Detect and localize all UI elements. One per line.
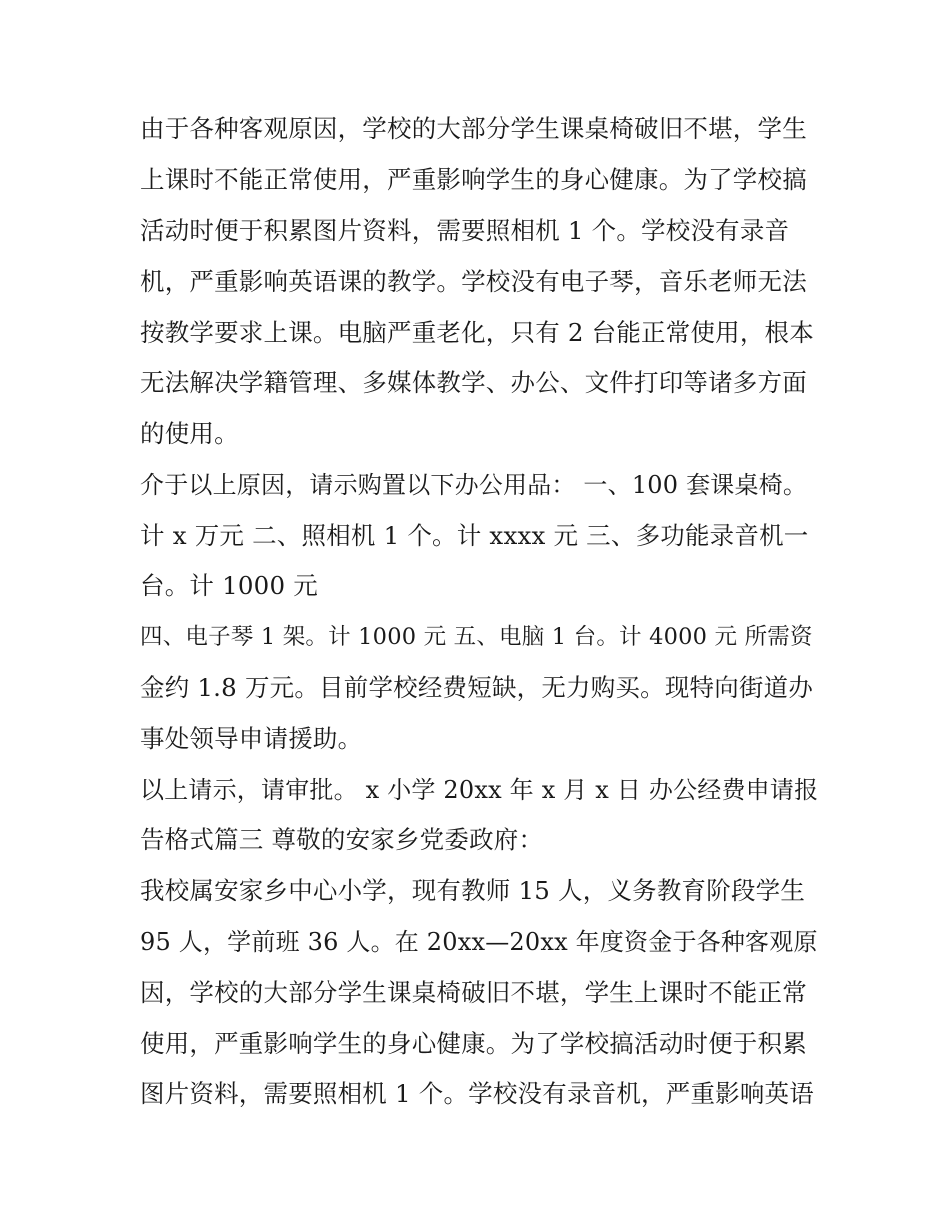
text-line: 由于各种客观原因，学校的大部分学生课桌椅破旧不堪，学生 bbox=[140, 114, 807, 143]
text-line: 因，学校的大部分学生课桌椅破旧不堪，学生上课时不能正常 bbox=[140, 978, 807, 1007]
text-line: 图片资料，需要照相机 1 个。学校没有录音机，严重影响英语 bbox=[140, 1079, 814, 1108]
text-line: 按教学要求上课。电脑严重老化，只有 2 台能正常使用，根本 bbox=[140, 318, 814, 347]
text-line: 介于以上原因，请示购置以下办公用品： 一、100 套课桌椅。 bbox=[140, 471, 808, 499]
text-line: 计 x 万元 二、照相机 1 个。计 xxxx 元 三、多功能录音机一 bbox=[140, 521, 809, 550]
text-line: 我校属安家乡中心小学，现有教师 15 人，义务教育阶段学生 bbox=[140, 876, 806, 905]
text-line: 以上请示，请审批。 x 小学 20xx 年 x 月 x 日 办公经费申请报 bbox=[140, 776, 819, 804]
text-line: 四、电子琴 1 架。计 1000 元 五、电脑 1 台。计 4000 元 所需资 bbox=[140, 624, 813, 650]
text-line: 上课时不能正常使用，严重影响学生的身心健康。为了学校搞 bbox=[140, 165, 807, 194]
text-line: 台。计 1000 元 bbox=[140, 571, 318, 600]
text-line: 无法解决学籍管理、多媒体教学、办公、文件打印等诸多方面 bbox=[140, 368, 807, 397]
text-line: 事处领导申请援助。 bbox=[140, 724, 363, 753]
text-line: 的使用。 bbox=[140, 419, 239, 448]
text-line: 活动时便于积累图片资料，需要照相机 1 个。学校没有录音 bbox=[140, 216, 790, 245]
text-line: 告格式篇三 尊敬的安家乡党委政府： bbox=[140, 825, 544, 854]
text-line: 95 人，学前班 36 人。在 20xx—20xx 年度资金于各种客观原 bbox=[140, 928, 818, 956]
text-line: 金约 1.8 万元。目前学校经费短缺，无力购买。现特向街道办 bbox=[140, 673, 814, 702]
text-line: 使用，严重影响学生的身心健康。为了学校搞活动时便于积累 bbox=[140, 1029, 807, 1058]
text-line: 机，严重影响英语课的教学。学校没有电子琴，音乐老师无法 bbox=[140, 267, 807, 296]
